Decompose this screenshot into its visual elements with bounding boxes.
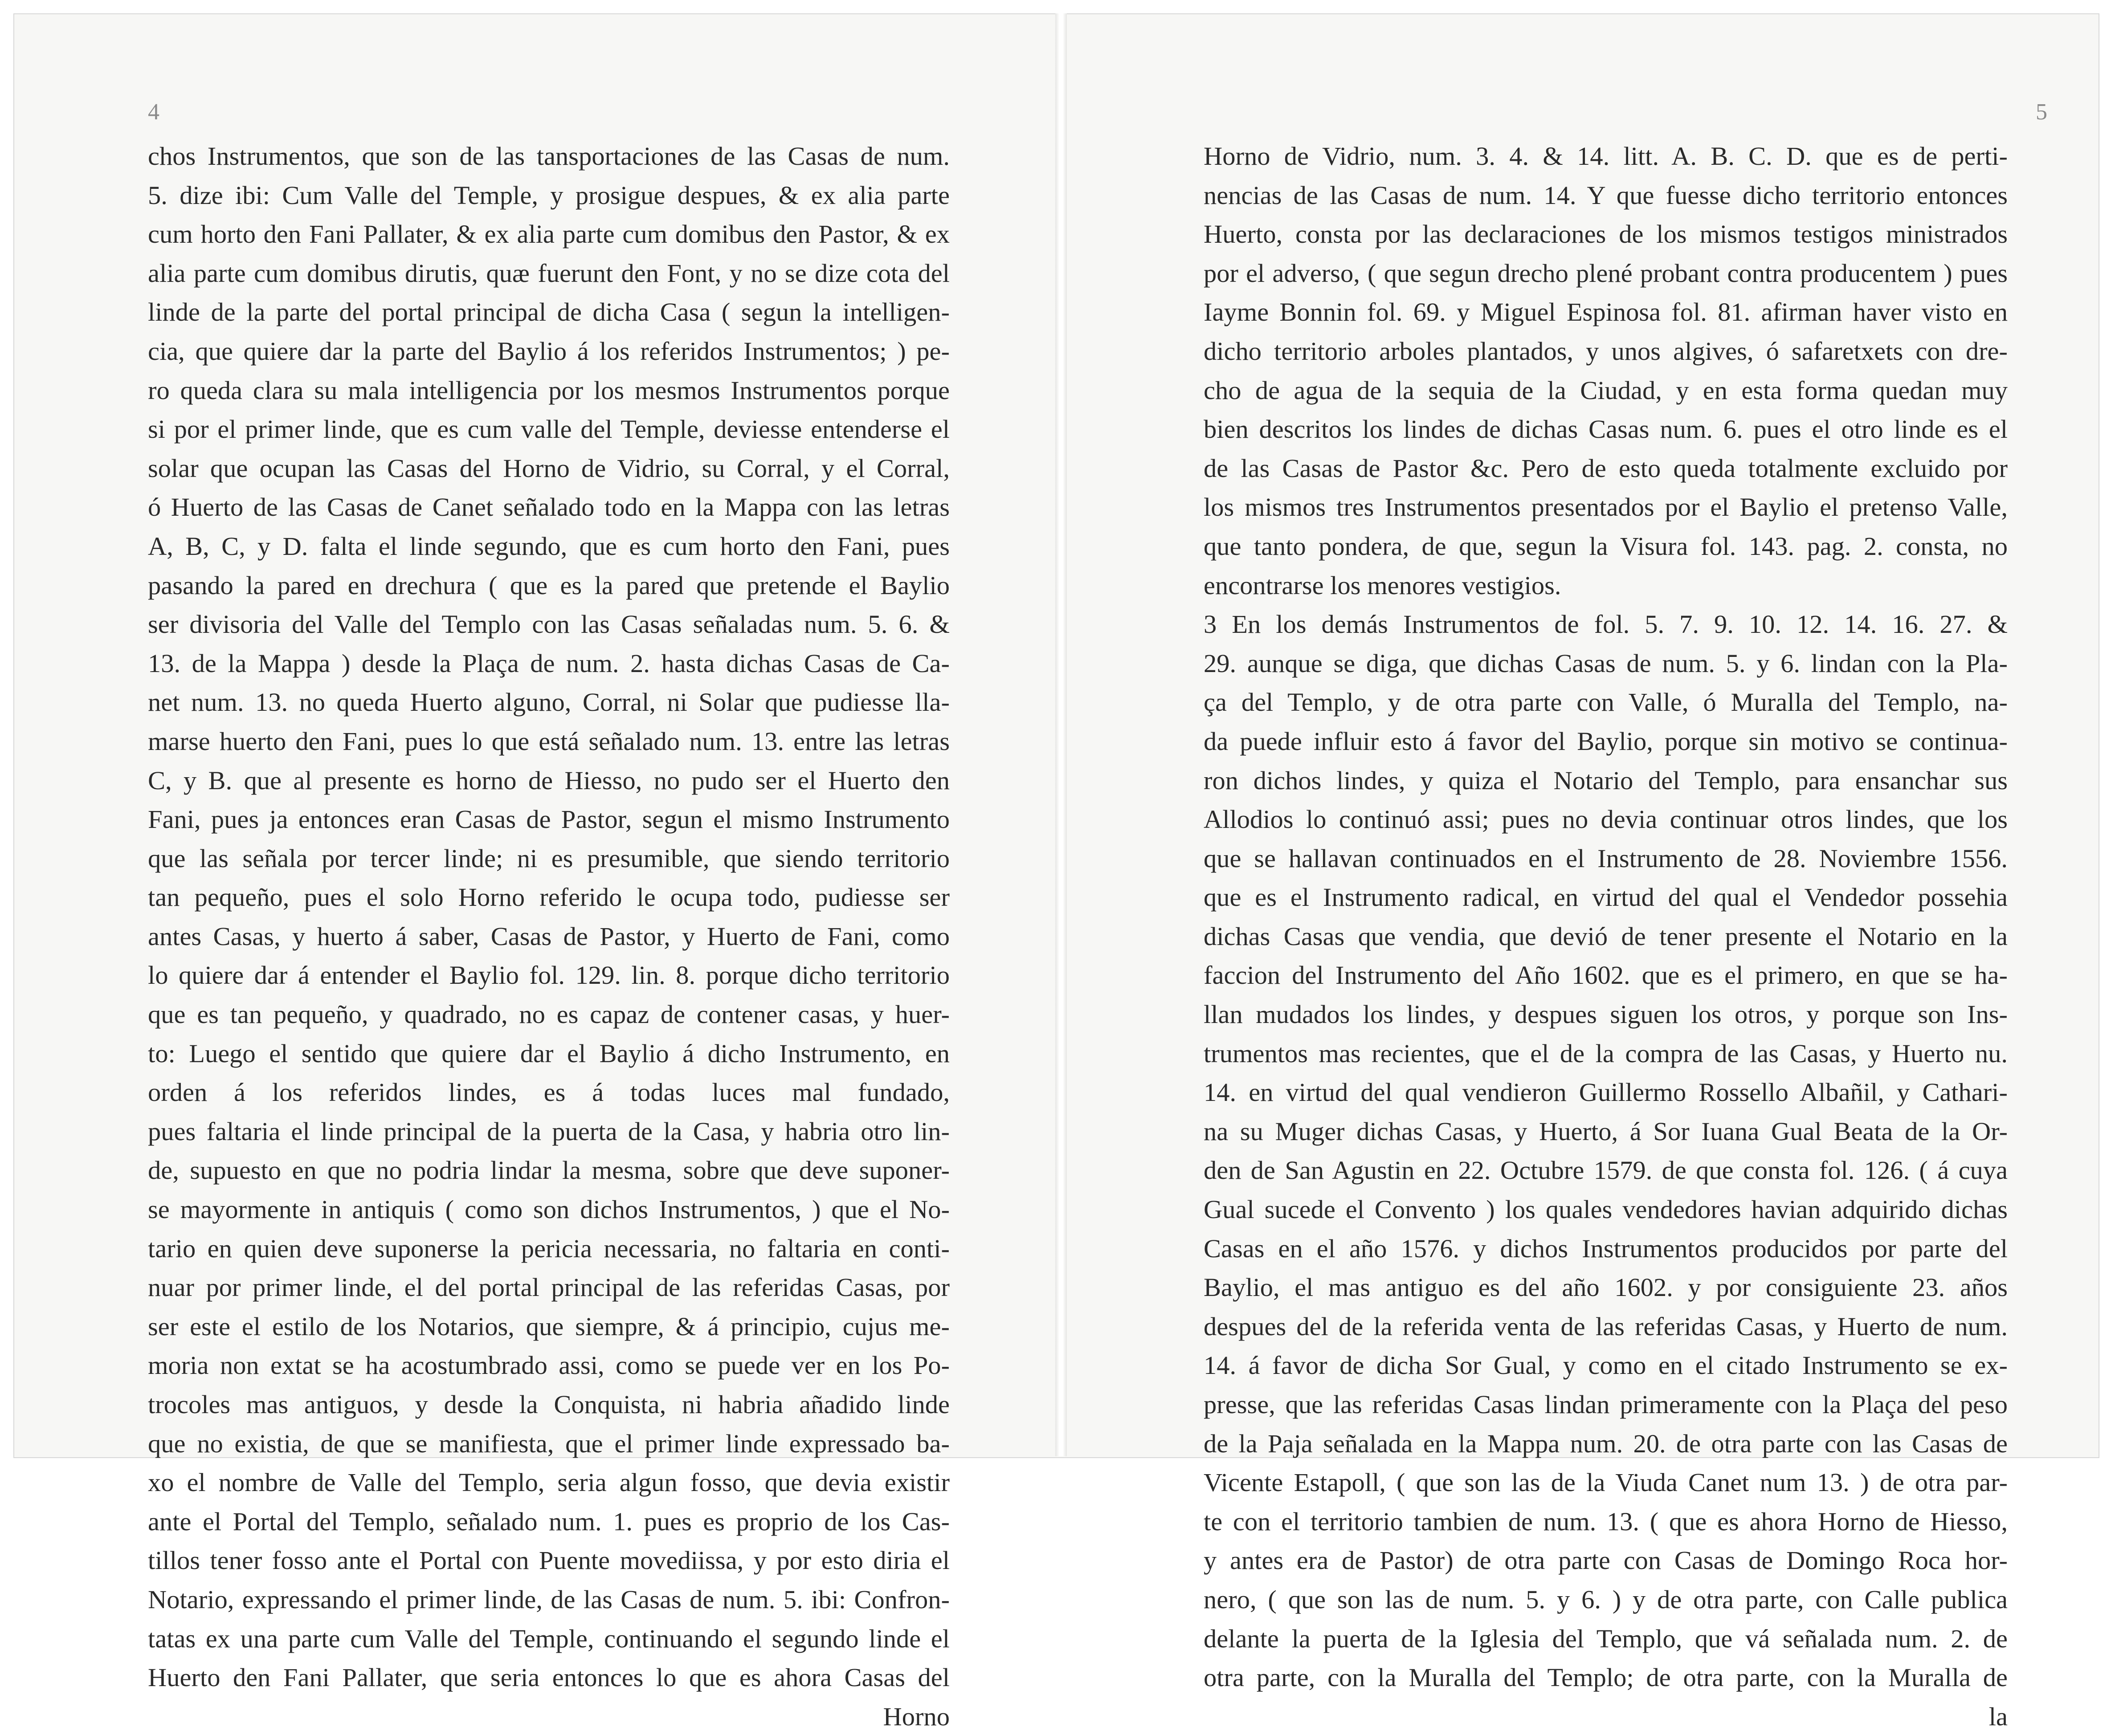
text-line: Huerto den Fani Pallater, que seria entonces lo que es ahora Casas del <box>148 1663 950 1692</box>
text-line: Fani, pues ja entonces eran Casas de Pastor, segun el mismo Instrumento <box>148 805 950 834</box>
page-text <box>1204 137 2008 1736</box>
text-line: A, B, C, y D. falta el linde segundo, que es cum horto den Fani, pues <box>148 531 950 561</box>
text-line: cia, que quiere dar la parte del Baylio á los referidos Instrumentos; ) pe- <box>148 336 950 366</box>
text-line: marse huerto den Fani, pues lo que está señalado num. 13. entre las letras <box>148 726 950 756</box>
text-line: Huerto, consta por las declaraciones de los mismos testigos ministrados <box>1204 220 2008 249</box>
text-line: C, y B. que al presente es horno de Hiesso, no pudo ser el Huerto den <box>148 766 950 795</box>
text-line: lo quiere dar á entender el Baylio fol. 129. lin. 8. porque dicho territorio <box>148 961 950 990</box>
text-line: de las Casas de Pastor &c. Pero de esto queda totalmente excluido por <box>1204 453 2008 483</box>
text-line: Baylio, el mas antiguo es del año 1602. y por consiguiente 23. años <box>1204 1273 2008 1302</box>
text-line: nencias de las Casas de num. 14. Y que fuesse dicho territorio entonces <box>1204 180 2008 210</box>
text-line: nero, ( que son las de num. 5. y 6. ) y de otra parte, con Calle publica <box>1204 1585 2008 1614</box>
text-line: faccion del Instrumento del Año 1602. que es el primero, en que se ha- <box>1204 961 2008 990</box>
text-line: 14. á favor de dicha Sor Gual, y como en el citado Instrumento se ex- <box>1204 1351 2008 1380</box>
text-line: Horno <box>883 1702 950 1731</box>
text-line: 29. aunque se diga, que dichas Casas de num. 5. y 6. lindan con la Pla- <box>1204 648 2008 678</box>
text-line: dichas Casas que vendia, que devió de tener presente el Notario en la <box>1204 921 2008 951</box>
text-line: 5. dize ibi: Cum Valle del Temple, y prosigue despues, & ex alia parte <box>148 180 950 210</box>
text-line: se mayormente in antiquis ( como son dichos Instrumentos, ) que el No- <box>148 1195 950 1224</box>
text-line: otra parte, con la Muralla del Templo; de otra parte, con la Muralla de <box>1204 1663 2008 1692</box>
text-line: moria non extat se ha acostumbrado assi, como se puede ver en los Po- <box>148 1351 950 1380</box>
text-line: da puede influir esto á favor del Baylio, porque sin motivo se continua- <box>1204 726 2008 756</box>
text-line: si por el primer linde, que es cum valle del Temple, deviesse entenderse el <box>148 415 950 444</box>
text-line: ante el Portal del Templo, señalado num. 1. pues es proprio de los Cas- <box>148 1507 950 1536</box>
text-line: delante la puerta de la Iglesia del Templo, que vá señalada num. 2. de <box>1204 1624 2008 1653</box>
text-line: 13. de la Mappa ) desde la Plaça de num. 2. hasta dichas Casas de Ca- <box>148 648 950 678</box>
text-line: 14. en virtud del qual vendieron Guillermo Rossello Albañil, y Cathari- <box>1204 1078 2008 1107</box>
text-line: pasando la pared en drechura ( que es la pared que pretende el Baylio <box>148 571 950 600</box>
left-page <box>14 14 1070 1731</box>
text-line: Casas en el año 1576. y dichos Instrumentos producidos por parte del <box>1204 1234 2008 1263</box>
text-line: dicho territorio arboles plantados, y unos algives, ó safaretxets con dre- <box>1204 336 2008 366</box>
page-number: 5 <box>2036 99 2047 125</box>
text-line: bien descritos los lindes de dichas Casas num. 6. pues el otro linde es el <box>1204 415 2008 444</box>
text-line: chos Instrumentos, que son de las tansportaciones de las Casas de num. <box>148 142 950 171</box>
text-line: Notario, expressando el primer linde, de las Casas de num. 5. ibi: Confron- <box>148 1585 950 1614</box>
text-line: Horno de Vidrio, num. 3. 4. & 14. litt. A. B. C. D. que es de perti- <box>1204 142 2008 171</box>
text-line: den de San Agustin en 22. Octubre 1579. de que consta fol. 126. ( á cuya <box>1204 1156 2008 1185</box>
text-line: tillos tener fosso ante el Portal con Puente movediissa, y por esto diria el <box>148 1546 950 1575</box>
text-line: na su Muger dichas Casas, y Huerto, á Sor Iuana Gual Beata de la Or- <box>1204 1117 2008 1146</box>
text-line: linde de la parte del portal principal de dicha Casa ( segun la intelligen- <box>148 297 950 327</box>
text-line: los mismos tres Instrumentos presentados por el Baylio el pretenso Valle, <box>1204 493 2008 522</box>
text-line: ron dichos lindes, y quiza el Notario del Templo, para ensanchar sus <box>1204 766 2008 795</box>
book-gutter <box>1055 13 1067 1456</box>
text-line: de, supuesto en que no podria lindar la mesma, sobre que deve suponer- <box>148 1156 950 1185</box>
text-line: net num. 13. no queda Huerto alguno, Corral, ni Solar que pudiesse lla- <box>148 688 950 717</box>
text-line: tatas ex una parte cum Valle del Temple, continuando el segundo linde el <box>148 1624 950 1653</box>
text-line: cum horto den Fani Pallater, & ex alia parte cum domibus den Pastor, & ex <box>148 220 950 249</box>
text-line: que se hallavan continuados en el Instrumento de 28. Noviembre 1556. <box>1204 844 2008 873</box>
text-line: ça del Templo, y de otra parte con Valle, ó Muralla del Templo, na- <box>1204 688 2008 717</box>
text-line: ro queda clara su mala intelligencia por los mesmos Instrumentos porque <box>148 375 950 405</box>
text-line: trocoles mas antiguos, y desde la Conquista, ni habria añadido linde <box>148 1390 950 1419</box>
text-line: Gual sucede el Convento ) los quales vendedores havian adquirido dichas <box>1204 1195 2008 1224</box>
text-line: ser divisoria del Valle del Templo con las Casas señaladas num. 5. 6. & <box>148 610 950 639</box>
text-line: orden á los referidos lindes, es á todas luces mal fundado, <box>148 1078 950 1107</box>
text-line: Allodios lo continuó assi; pues no devia continuar otros lindes, que los <box>1204 805 2008 834</box>
text-line: que tanto pondera, de que, segun la Visura fol. 143. pag. 2. consta, no <box>1204 531 2008 561</box>
text-line: cho de agua de la sequia de la Ciudad, y en esta forma quedan muy <box>1204 375 2008 405</box>
text-line: xo el nombre de Valle del Templo, seria algun fosso, que devia existir <box>148 1468 950 1497</box>
text-line: que las señala por tercer linde; ni es presumible, que siendo territorio <box>148 844 950 873</box>
text-line: que es tan pequeño, y quadrado, no es capaz de contener casas, y huer- <box>148 1000 950 1029</box>
text-line: pues faltaria el linde principal de la puerta de la Casa, y habria otro lin- <box>148 1117 950 1146</box>
text-line: Iayme Bonnin fol. 69. y Miguel Espinosa fol. 81. afirman haver visto en <box>1204 297 2008 327</box>
text-line: llan mudados los lindes, y despues siguen los otros, y porque son Ins- <box>1204 1000 2008 1029</box>
text-line: por el adverso, ( que segun drecho plené probant contra producentem ) pues <box>1204 258 2008 288</box>
page-text <box>148 137 950 1736</box>
text-line: solar que ocupan las Casas del Horno de Vidrio, su Corral, y el Corral, <box>148 453 950 483</box>
text-line: te con el territorio tambien de num. 13. ( que es ahora Horno de Hiesso, <box>1204 1507 2008 1536</box>
text-line: que es el Instrumento radical, en virtud del qual el Vendedor possehia <box>1204 883 2008 912</box>
text-line: tario en quien deve suponerse la pericia necessaria, no faltaria en conti- <box>148 1234 950 1263</box>
text-line: to: Luego el sentido que quiere dar el Baylio á dicho Instrumento, en <box>148 1039 950 1068</box>
text-line: trumentos mas recientes, que el de la compra de las Casas, y Huerto nu. <box>1204 1039 2008 1068</box>
text-line: 3 En los demás Instrumentos de fol. 5. 7. 9. 10. 12. 14. 16. 27. & <box>1204 610 2008 639</box>
text-line: ó Huerto de las Casas de Canet señalado todo en la Mappa con las letras <box>148 493 950 522</box>
text-line: alia parte cum domibus dirutis, quæ fuerunt den Font, y no se dize cota del <box>148 258 950 288</box>
text-line: nuar por primer linde, el del portal principal de las referidas Casas, por <box>148 1273 950 1302</box>
text-line: y antes era de Pastor) de otra parte con Casas de Domingo Roca hor- <box>1204 1546 2008 1575</box>
text-line: que no existia, de que se manifiesta, que el primer linde expressado ba- <box>148 1429 950 1458</box>
text-line: tan pequeño, pues el solo Horno referido le ocupa todo, pudiesse ser <box>148 883 950 912</box>
page-number: 4 <box>148 99 159 125</box>
text-line: encontrarse los menores vestigios. <box>1204 571 1561 600</box>
text-line: antes Casas, y huerto á saber, Casas de Pastor, y Huerto de Fani, como <box>148 921 950 951</box>
text-line: ser este el estilo de los Notarios, que siempre, & á principio, cujus me- <box>148 1312 950 1341</box>
text-line: de la Paja señalada en la Mappa num. 20. de otra parte con las Casas de <box>1204 1429 2008 1458</box>
right-page <box>1081 14 2099 1731</box>
text-line: presse, que las referidas Casas lindan primeramente con la Plaça del peso <box>1204 1390 2008 1419</box>
text-line: la <box>1989 1702 2008 1731</box>
text-line: Vicente Estapoll, ( que son las de la Viuda Canet num 13. ) de otra par- <box>1204 1468 2008 1497</box>
text-line: despues del de la referida venta de las referidas Casas, y Huerto de num. <box>1204 1312 2008 1341</box>
